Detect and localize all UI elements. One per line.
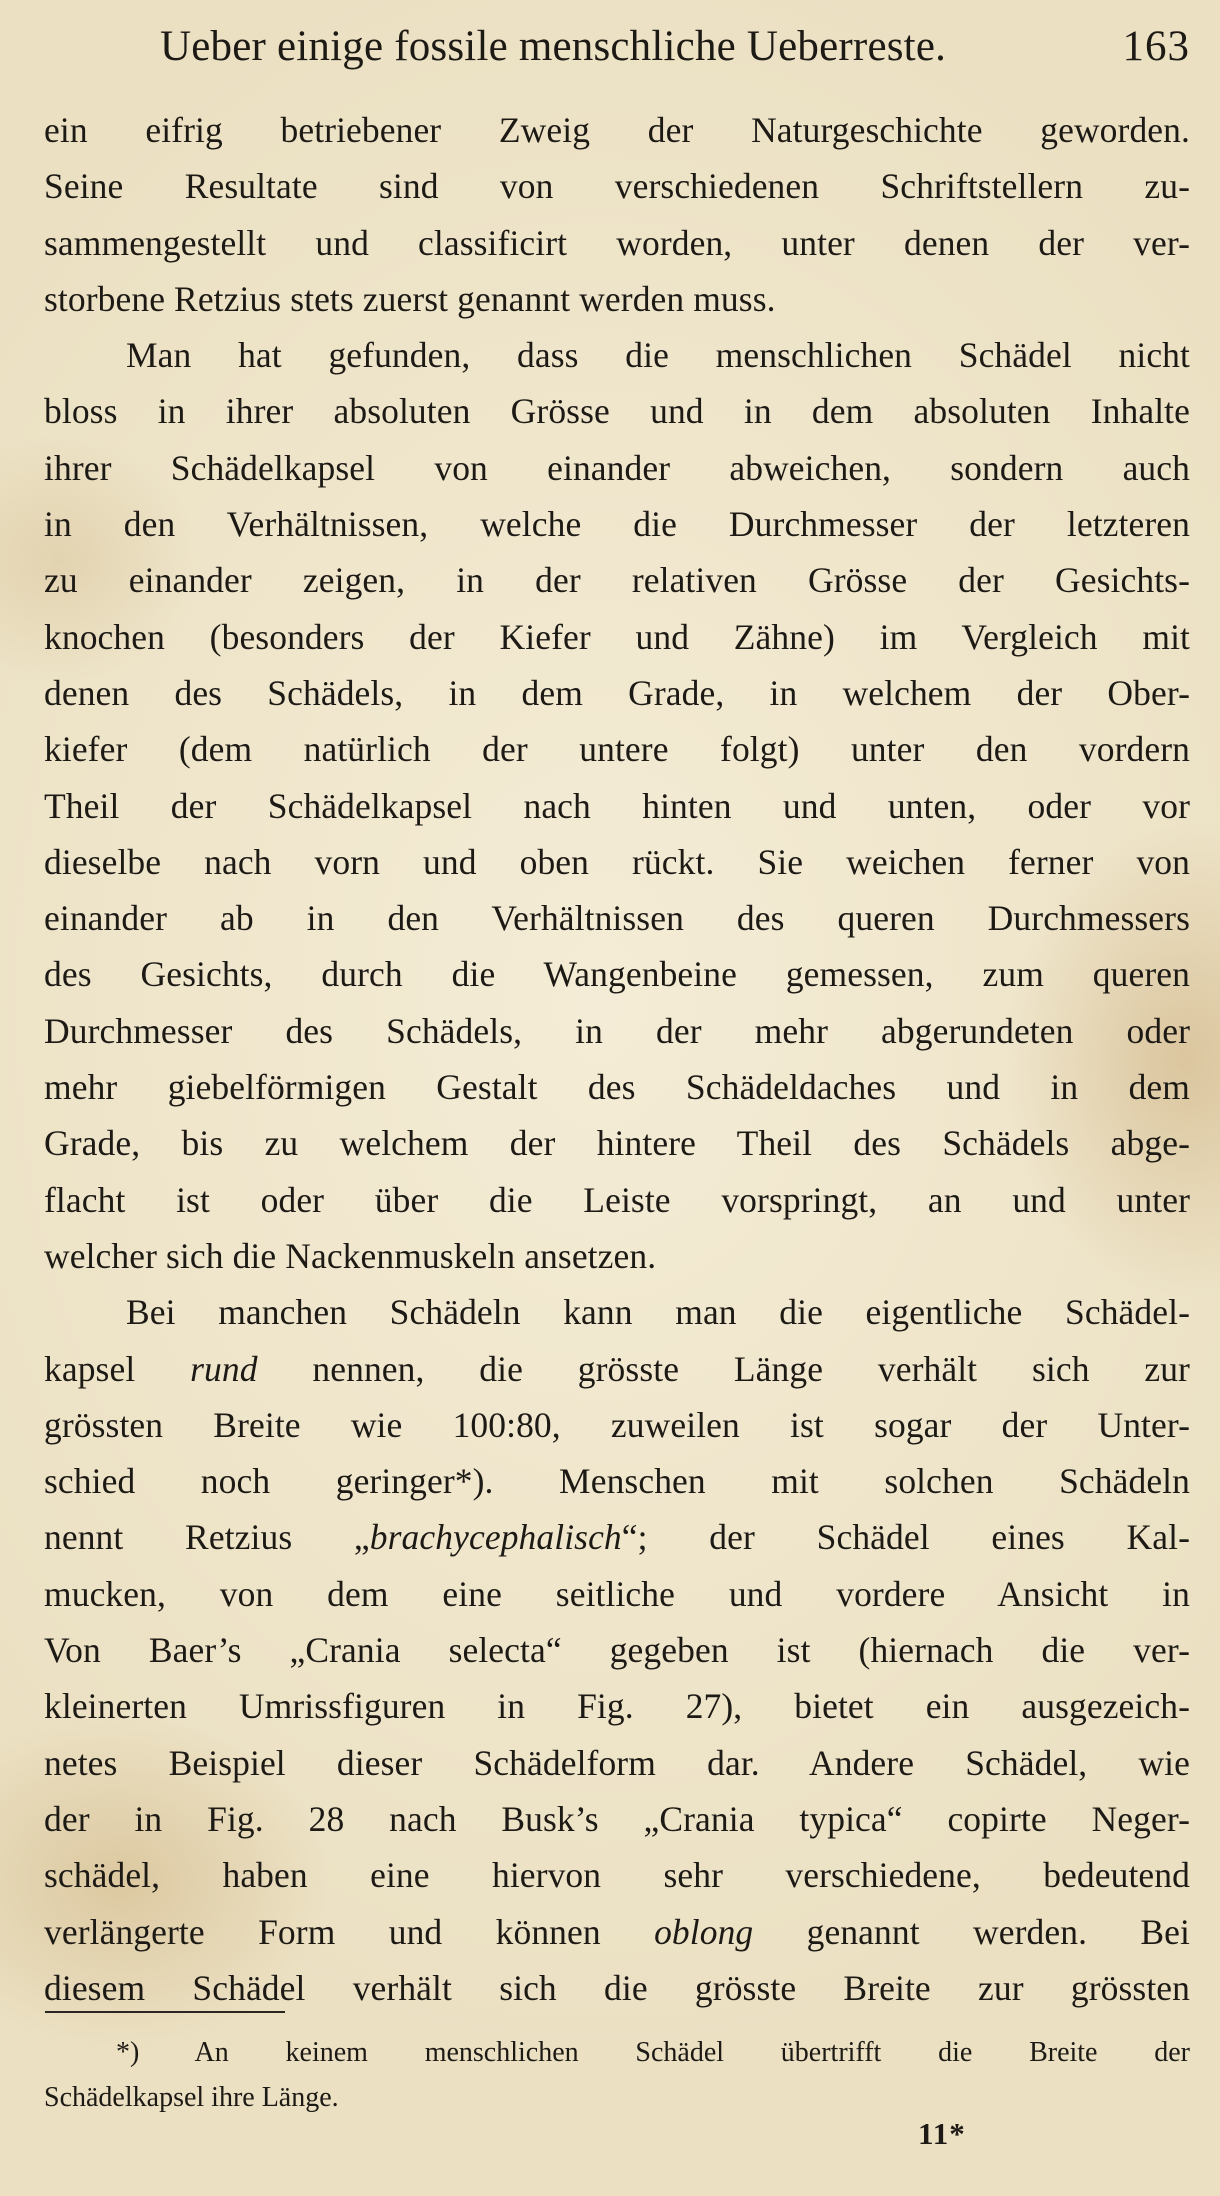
text-segment: nennt Retzius „ — [44, 1517, 370, 1558]
text-line: kiefer (dem natürlich der untere folgt) unter den vordern — [44, 729, 1190, 770]
body-text — [44, 102, 1190, 2016]
running-title: Ueber einige fossile menschliche Ueberreste. — [160, 23, 947, 70]
text-line: Von Baer’s „Crania selecta“ gegeben ist (hiernach die ver- — [44, 1630, 1190, 1671]
text-line: zu einander zeigen, in der relativen Grösse der Gesichts- — [44, 560, 1190, 601]
text-line: schädel, haben eine hiervon sehr verschiedene, bedeutend — [44, 1855, 1190, 1896]
text-line: der in Fig. 28 nach Busk’s „Crania typica“ copirte Neger- — [44, 1798, 1190, 1839]
text-line: ihrer Schädelkapsel von einander abweichen, sondern auch — [44, 447, 1190, 488]
italic-term: brachycephalisch — [369, 1517, 622, 1558]
text-line: Man hat gefunden, dass die menschlichen Schädel nicht — [126, 335, 1190, 376]
text-line — [44, 1341, 1190, 1397]
italic-term: rund — [190, 1348, 258, 1389]
text-line: netes Beispiel dieser Schädelform dar. Andere Schädel, wie — [44, 1742, 1190, 1783]
text-line: mucken, von dem eine seitliche und vordere Ansicht in — [44, 1573, 1190, 1614]
text-line: Grade, bis zu welchem der hintere Theil des Schädels abge- — [44, 1123, 1190, 1164]
text-line: kleinerten Umrissfiguren in Fig. 27), bietet ein ausgezeich- — [44, 1686, 1190, 1727]
footnote-rule — [45, 2011, 285, 2013]
text-line: storbene Retzius stets zuerst genannt werden muss. — [44, 278, 776, 319]
text-segment: “; der Schädel eines Kal- — [621, 1517, 1190, 1558]
text-line: Durchmesser des Schädels, in der mehr abgerundeten oder — [44, 1010, 1190, 1051]
text-line: in den Verhältnissen, welche die Durchmesser der letzteren — [44, 504, 1190, 545]
text-line: denen des Schädels, in dem Grade, in welchem der Ober- — [44, 672, 1190, 713]
text-line: dieselbe nach vorn und oben rückt. Sie weichen ferner von — [44, 841, 1190, 882]
signature-mark: 11* — [918, 2116, 966, 2151]
text-line: grössten Breite wie 100:80, zuweilen ist sogar der Unter- — [44, 1404, 1190, 1445]
text-line — [44, 1509, 1190, 1565]
text-line: bloss in ihrer absoluten Grösse und in dem absoluten Inhalte — [44, 391, 1190, 432]
text-segment: genannt werden. Bei — [753, 1911, 1190, 1952]
text-line: einander ab in den Verhältnissen des queren Durchmessers — [44, 898, 1190, 939]
text-line: schied noch geringer*). Menschen mit solchen Schädeln — [44, 1461, 1190, 1502]
italic-term: oblong — [654, 1911, 754, 1952]
page-number: 163 — [1122, 23, 1190, 70]
text-line: knochen (besonders der Kiefer und Zähne) im Vergleich mit — [44, 616, 1190, 657]
text-line: ein eifrig betriebener Zweig der Naturgeschichte geworden. — [44, 110, 1190, 150]
text-segment: verlängerte Form und können — [44, 1911, 655, 1952]
text-line: sammengestellt und classificirt worden, unter denen der ver- — [44, 222, 1190, 263]
footnote — [44, 2030, 1190, 2120]
text-line: diesem Schädel verhält sich die grösste Breite zur grössten — [44, 1967, 1190, 2008]
text-line: flacht ist oder über die Leiste vorspringt, an und unter — [44, 1179, 1190, 1220]
text-line: mehr giebelförmigen Gestalt des Schädeldaches und in dem — [44, 1067, 1190, 1108]
text-line: des Gesichts, durch die Wangenbeine gemessen, zum queren — [44, 954, 1190, 995]
text-segment: kapsel — [44, 1348, 191, 1389]
text-segment: nennen, die grösste Länge verhält sich zur — [257, 1348, 1190, 1389]
text-line — [44, 1904, 1190, 1960]
text-line: Bei manchen Schädeln kann man die eigentliche Schädel- — [126, 1292, 1190, 1333]
text-line: Seine Resultate sind von verschiedenen Schriftstellern zu- — [44, 166, 1190, 207]
text-line: welcher sich die Nackenmuskeln ansetzen. — [44, 1235, 657, 1276]
footnote-line: Schädelkapsel ihre Länge. — [44, 2082, 339, 2113]
running-header — [160, 22, 1190, 92]
text-line: Theil der Schädelkapsel nach hinten und unten, oder vor — [44, 785, 1190, 826]
footnote-line: *) An keinem menschlichen Schädel übertrifft die Breite der — [116, 2037, 1190, 2068]
